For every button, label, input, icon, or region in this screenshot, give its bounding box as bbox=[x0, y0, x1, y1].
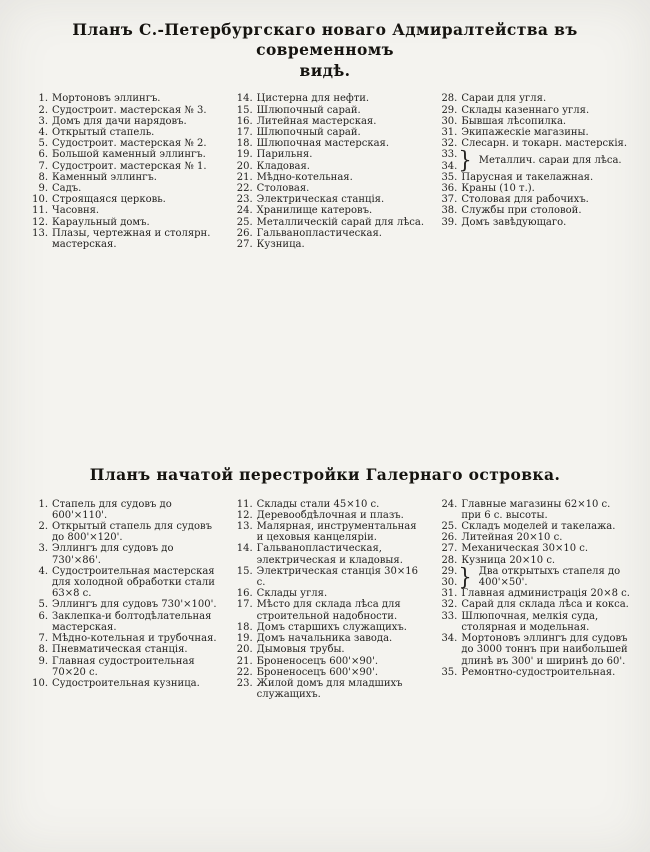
item-number: 8. bbox=[38, 171, 48, 183]
item-text: Литейная 20×10 с. bbox=[461, 532, 563, 544]
item-text: Эллингъ для судовъ до 730'×86'. bbox=[52, 543, 174, 566]
item-text: Открытый стапель. bbox=[52, 126, 155, 138]
item-number-group bbox=[439, 149, 457, 171]
item-text: Мѣсто для склада лѣса для строительной надобности. bbox=[256, 599, 401, 622]
item-number: 1. bbox=[38, 93, 48, 105]
list-item bbox=[30, 678, 221, 689]
item-text: Краны (10 т.). bbox=[461, 182, 535, 194]
list-item bbox=[30, 217, 221, 228]
list-item bbox=[235, 138, 426, 149]
item-text: Два открытыхъ стапеля до bbox=[478, 565, 621, 577]
item-text: Мѣдно-котельная и трубочная. bbox=[52, 633, 217, 645]
item-number: 34. bbox=[441, 160, 458, 172]
item-text: Домъ для дачи нарядовъ. bbox=[52, 115, 187, 127]
list-item bbox=[30, 499, 221, 521]
list-item bbox=[235, 149, 426, 160]
item-text: Службы при столовой. bbox=[461, 205, 582, 217]
item-number: 23. bbox=[236, 677, 253, 689]
item-text: Главная судостроительная 70×20 с. bbox=[52, 655, 195, 678]
item-text: Домъ начальника завода. bbox=[256, 633, 393, 645]
list-item bbox=[235, 667, 426, 678]
item-number: 31. bbox=[441, 588, 458, 600]
section2-column-1 bbox=[30, 499, 221, 701]
item-text: Склады казеннаго угля. bbox=[461, 104, 590, 116]
item-number: 1. bbox=[38, 498, 48, 510]
item-number: 10. bbox=[32, 194, 48, 206]
item-text: Шлюпочный сарай. bbox=[256, 126, 361, 138]
item-text: Мортоновъ эллингъ. bbox=[52, 93, 161, 105]
item-number: 21. bbox=[236, 171, 253, 183]
list-item bbox=[235, 588, 426, 599]
item-number: 9. bbox=[38, 655, 48, 667]
item-text: Кузница. bbox=[256, 239, 305, 250]
item-number: 29. bbox=[441, 565, 458, 577]
list-item bbox=[439, 543, 630, 554]
item-text: Сараи для угля. bbox=[461, 93, 547, 105]
list-item bbox=[235, 105, 426, 116]
item-number: 25. bbox=[441, 521, 458, 533]
item-text: Парильня. bbox=[256, 149, 313, 161]
item-number: 28. bbox=[441, 93, 458, 105]
list-item bbox=[30, 521, 221, 543]
item-number: 11. bbox=[32, 205, 48, 217]
section1-column-1 bbox=[30, 93, 221, 250]
item-number: 19. bbox=[236, 149, 253, 161]
list-item bbox=[235, 127, 426, 138]
list-item bbox=[439, 521, 630, 532]
item-text: Литейная мастерская. bbox=[256, 115, 377, 127]
list-item bbox=[235, 183, 426, 194]
item-text: Пневматическая станція. bbox=[52, 644, 188, 656]
item-number: 17. bbox=[236, 126, 253, 138]
list-item bbox=[439, 205, 630, 216]
list-item-group bbox=[439, 146, 630, 174]
item-number: 25. bbox=[236, 216, 253, 228]
list-item bbox=[439, 183, 630, 194]
item-number: 33. bbox=[441, 149, 458, 161]
list-item bbox=[235, 228, 426, 239]
item-text: Мѣдно-котельная. bbox=[256, 171, 353, 183]
item-number: 20. bbox=[236, 644, 253, 656]
item-number: 18. bbox=[236, 621, 253, 633]
item-number: 12. bbox=[32, 216, 48, 228]
list-item bbox=[235, 599, 426, 621]
item-text: Механическая 30×10 с. bbox=[461, 543, 589, 555]
item-text: Столовая. bbox=[256, 182, 310, 194]
item-text: Садъ. bbox=[52, 182, 82, 194]
item-text: Жилой домъ для младшихъ служащихъ. bbox=[256, 677, 403, 701]
item-text: Судостроит. мастерская № 1. bbox=[52, 160, 207, 172]
item-number: 15. bbox=[236, 565, 253, 577]
item-text: Караульный домъ. bbox=[52, 216, 150, 228]
list-item bbox=[30, 566, 221, 600]
list-item bbox=[30, 656, 221, 678]
item-text: Парусная и такелажная. bbox=[461, 171, 594, 183]
item-text: Деревообдѣлочная и плазъ. bbox=[256, 509, 404, 521]
list-item bbox=[439, 105, 630, 116]
list-item bbox=[30, 105, 221, 116]
list-item bbox=[30, 93, 221, 104]
list-item bbox=[30, 633, 221, 644]
item-number: 16. bbox=[236, 115, 253, 127]
section1-title-line2: видѣ. bbox=[299, 60, 351, 80]
section1-column-2 bbox=[235, 93, 426, 250]
section1-title bbox=[30, 20, 620, 81]
item-number: 18. bbox=[236, 138, 253, 150]
item-number: 6. bbox=[38, 149, 48, 161]
item-number: 11. bbox=[236, 498, 253, 510]
list-item bbox=[235, 566, 426, 588]
item-number: 5. bbox=[38, 599, 48, 611]
section2-title-line1: Планъ начатой перестройки Галернаго островка. bbox=[89, 465, 561, 485]
item-text: Металлич. сараи для лѣса. bbox=[478, 154, 622, 166]
item-text: 400'×50'. bbox=[478, 577, 528, 589]
item-text: Эллингъ для судовъ 730'×100'. bbox=[52, 599, 217, 611]
list-item bbox=[235, 543, 426, 565]
section2-columns bbox=[0, 499, 650, 701]
item-number: 23. bbox=[236, 194, 253, 206]
item-text: Плазы, чертежная и столярн. мастерская. bbox=[52, 227, 211, 250]
section2-title bbox=[30, 465, 620, 485]
list-item bbox=[235, 678, 426, 700]
item-text: Малярная, инструментальная и цеховыя канцеляріи. bbox=[256, 521, 417, 544]
item-text: Каменный эллингъ. bbox=[52, 171, 157, 183]
list-item bbox=[30, 183, 221, 194]
item-number: 2. bbox=[38, 104, 48, 116]
item-number: 19. bbox=[236, 633, 253, 645]
item-text: Стапель для судовъ до 600'×110'. bbox=[52, 498, 172, 521]
list-item bbox=[235, 172, 426, 183]
item-text: Мортоновъ эллингъ для судовъ до 3000 тоннъ при наибольшей длинѣ въ 300' и ширинѣ до 60'. bbox=[461, 633, 628, 667]
list-item bbox=[439, 194, 630, 205]
item-text: Электрическая станція 30×16 с. bbox=[256, 565, 418, 589]
item-text: Главные магазины 62×10 с. при 6 с. высоты. bbox=[461, 498, 611, 521]
item-text: Заклепка-и болтодѣлательная мастерская. bbox=[52, 610, 212, 633]
item-text: Судостроительная кузница. bbox=[52, 677, 200, 689]
item-text: Ремонтно-судостроительная. bbox=[461, 666, 616, 678]
list-item bbox=[30, 599, 221, 610]
item-number: 6. bbox=[38, 610, 48, 622]
item-number: 28. bbox=[441, 554, 458, 566]
item-text: Столовая для рабочихъ. bbox=[461, 194, 589, 206]
list-item bbox=[30, 127, 221, 138]
item-text: Склады угля. bbox=[256, 588, 328, 600]
item-text: Броненосецъ 600'×90'. bbox=[256, 666, 379, 678]
item-number: 36. bbox=[441, 182, 458, 194]
item-text: Сарай для склада лѣса и кокса. bbox=[461, 599, 629, 611]
item-text: Слесарн. и токарн. мастерскія. bbox=[461, 138, 628, 150]
list-item bbox=[235, 161, 426, 172]
item-text: Главная администрація 20×8 с. bbox=[461, 588, 630, 600]
item-text: Электрическая станція. bbox=[256, 194, 385, 206]
list-item bbox=[235, 644, 426, 655]
item-text-group bbox=[475, 566, 620, 588]
list-item bbox=[439, 499, 630, 521]
item-number: 7. bbox=[38, 160, 48, 172]
list-item bbox=[439, 93, 630, 104]
item-number: 22. bbox=[236, 182, 253, 194]
list-item bbox=[30, 194, 221, 205]
list-item bbox=[235, 510, 426, 521]
brace-glyph: } bbox=[458, 146, 472, 174]
item-number: 32. bbox=[441, 138, 458, 150]
item-text: Открытый стапель для судовъ до 800'×120'. bbox=[52, 521, 212, 544]
item-text: Домъ старшихъ служащихъ. bbox=[256, 621, 407, 633]
item-number: 10. bbox=[32, 677, 48, 689]
list-item bbox=[235, 656, 426, 667]
list-item bbox=[439, 217, 630, 228]
list-item bbox=[439, 667, 630, 678]
list-item bbox=[235, 194, 426, 205]
list-item-group bbox=[439, 563, 630, 590]
list-item bbox=[30, 611, 221, 633]
item-number: 8. bbox=[38, 644, 48, 656]
item-number: 35. bbox=[441, 666, 458, 678]
item-number: 31. bbox=[441, 126, 458, 138]
section2-column-3 bbox=[439, 499, 630, 701]
item-number: 13. bbox=[236, 521, 253, 533]
list-item bbox=[30, 543, 221, 565]
item-number: 29. bbox=[441, 104, 458, 116]
item-text: Дымовыя трубы. bbox=[256, 644, 345, 656]
list-item bbox=[235, 93, 426, 104]
item-number: 38. bbox=[441, 205, 458, 217]
item-text: Кузница 20×10 с. bbox=[461, 554, 556, 566]
item-number: 35. bbox=[441, 171, 458, 183]
item-text: Часовня. bbox=[52, 205, 100, 217]
item-number: 33. bbox=[441, 610, 458, 622]
item-number: 37. bbox=[441, 194, 458, 206]
list-item bbox=[30, 644, 221, 655]
item-text: Судостроит. мастерская № 3. bbox=[52, 104, 207, 116]
item-number: 26. bbox=[441, 532, 458, 544]
item-text: Судостроительная мастерская для холодной обработки стали 63×8 с. bbox=[52, 565, 215, 600]
list-item bbox=[30, 228, 221, 250]
list-item bbox=[439, 532, 630, 543]
item-number: 20. bbox=[236, 160, 253, 172]
list-item bbox=[439, 633, 630, 667]
item-number: 24. bbox=[441, 498, 458, 510]
item-text: Строящаяся церковь. bbox=[52, 194, 166, 206]
item-number: 3. bbox=[38, 543, 48, 555]
item-number: 9. bbox=[38, 182, 48, 194]
item-text: Шлюпочная мастерская. bbox=[256, 138, 390, 150]
list-item bbox=[235, 521, 426, 543]
item-number: 15. bbox=[236, 104, 253, 116]
item-number: 4. bbox=[38, 565, 48, 577]
item-text: Кладовая. bbox=[256, 160, 310, 172]
item-number: 22. bbox=[236, 666, 253, 678]
list-item bbox=[30, 161, 221, 172]
item-text: Шлюпочная, мелкія суда, столярная и модельная. bbox=[461, 610, 599, 633]
list-item bbox=[439, 127, 630, 138]
list-item bbox=[235, 116, 426, 127]
item-number: 13. bbox=[32, 227, 48, 239]
item-number: 30. bbox=[441, 577, 458, 589]
item-text: Экипажескіе магазины. bbox=[461, 126, 589, 138]
item-text: Цистерна для нефти. bbox=[256, 93, 370, 105]
section1-title-line1: Планъ С.-Петербургскаго новаго Адмиралтейства въ современномъ bbox=[72, 20, 578, 60]
list-item bbox=[439, 172, 630, 183]
item-number: 26. bbox=[236, 227, 253, 239]
item-text: Металлическій сарай для лѣса. bbox=[256, 216, 425, 228]
item-number: 21. bbox=[236, 655, 253, 667]
item-number: 7. bbox=[38, 633, 48, 645]
item-text-group bbox=[475, 155, 622, 166]
item-number: 27. bbox=[441, 543, 458, 555]
list-item bbox=[235, 205, 426, 216]
item-number: 14. bbox=[236, 93, 253, 105]
item-text: Судостроит. мастерская № 2. bbox=[52, 138, 207, 150]
item-number-group bbox=[439, 566, 457, 588]
item-text: Склады стали 45×10 с. bbox=[256, 498, 380, 510]
list-item bbox=[30, 205, 221, 216]
item-number: 30. bbox=[441, 115, 458, 127]
list-item bbox=[235, 633, 426, 644]
list-item bbox=[439, 611, 630, 633]
section1-columns bbox=[0, 93, 650, 250]
section-galerny-plan bbox=[0, 465, 650, 700]
item-text: Хранилище катеровъ. bbox=[256, 205, 373, 217]
section-admiralty-plan bbox=[0, 20, 650, 250]
item-number: 2. bbox=[38, 521, 48, 533]
list-item bbox=[235, 622, 426, 633]
item-text: Гальванопластическая, электрическая и кладовыя. bbox=[256, 543, 403, 566]
item-number: 3. bbox=[38, 115, 48, 127]
item-number: 16. bbox=[236, 588, 253, 600]
list-item bbox=[439, 116, 630, 127]
item-number: 12. bbox=[236, 509, 253, 521]
item-text: Броненосецъ 600'×90'. bbox=[256, 655, 379, 667]
item-number: 5. bbox=[38, 138, 48, 150]
item-text: Складъ моделей и такелажа. bbox=[461, 521, 616, 533]
brace-glyph: } bbox=[458, 563, 472, 590]
section1-column-3 bbox=[439, 93, 630, 250]
item-text: Домъ завѣдующаго. bbox=[461, 216, 567, 228]
list-item bbox=[235, 239, 426, 250]
item-number: 24. bbox=[236, 205, 253, 217]
list-item bbox=[30, 172, 221, 183]
item-number: 17. bbox=[236, 599, 253, 611]
item-text: Большой каменный эллингъ. bbox=[52, 149, 206, 161]
section2-column-2 bbox=[235, 499, 426, 701]
item-number: 14. bbox=[236, 543, 253, 555]
list-item bbox=[235, 499, 426, 510]
item-text: Шлюпочный сарай. bbox=[256, 104, 361, 116]
item-number: 27. bbox=[236, 239, 253, 250]
list-item bbox=[235, 217, 426, 228]
item-text: Бывшая лѣсопилка. bbox=[461, 115, 567, 127]
list-item bbox=[439, 599, 630, 610]
item-number: 32. bbox=[441, 599, 458, 611]
item-text: Гальванопластическая. bbox=[256, 227, 382, 239]
list-item bbox=[30, 138, 221, 149]
list-item bbox=[30, 116, 221, 127]
item-number: 34. bbox=[441, 633, 458, 645]
item-number: 39. bbox=[441, 216, 458, 228]
list-item bbox=[30, 149, 221, 160]
item-number: 4. bbox=[38, 126, 48, 138]
